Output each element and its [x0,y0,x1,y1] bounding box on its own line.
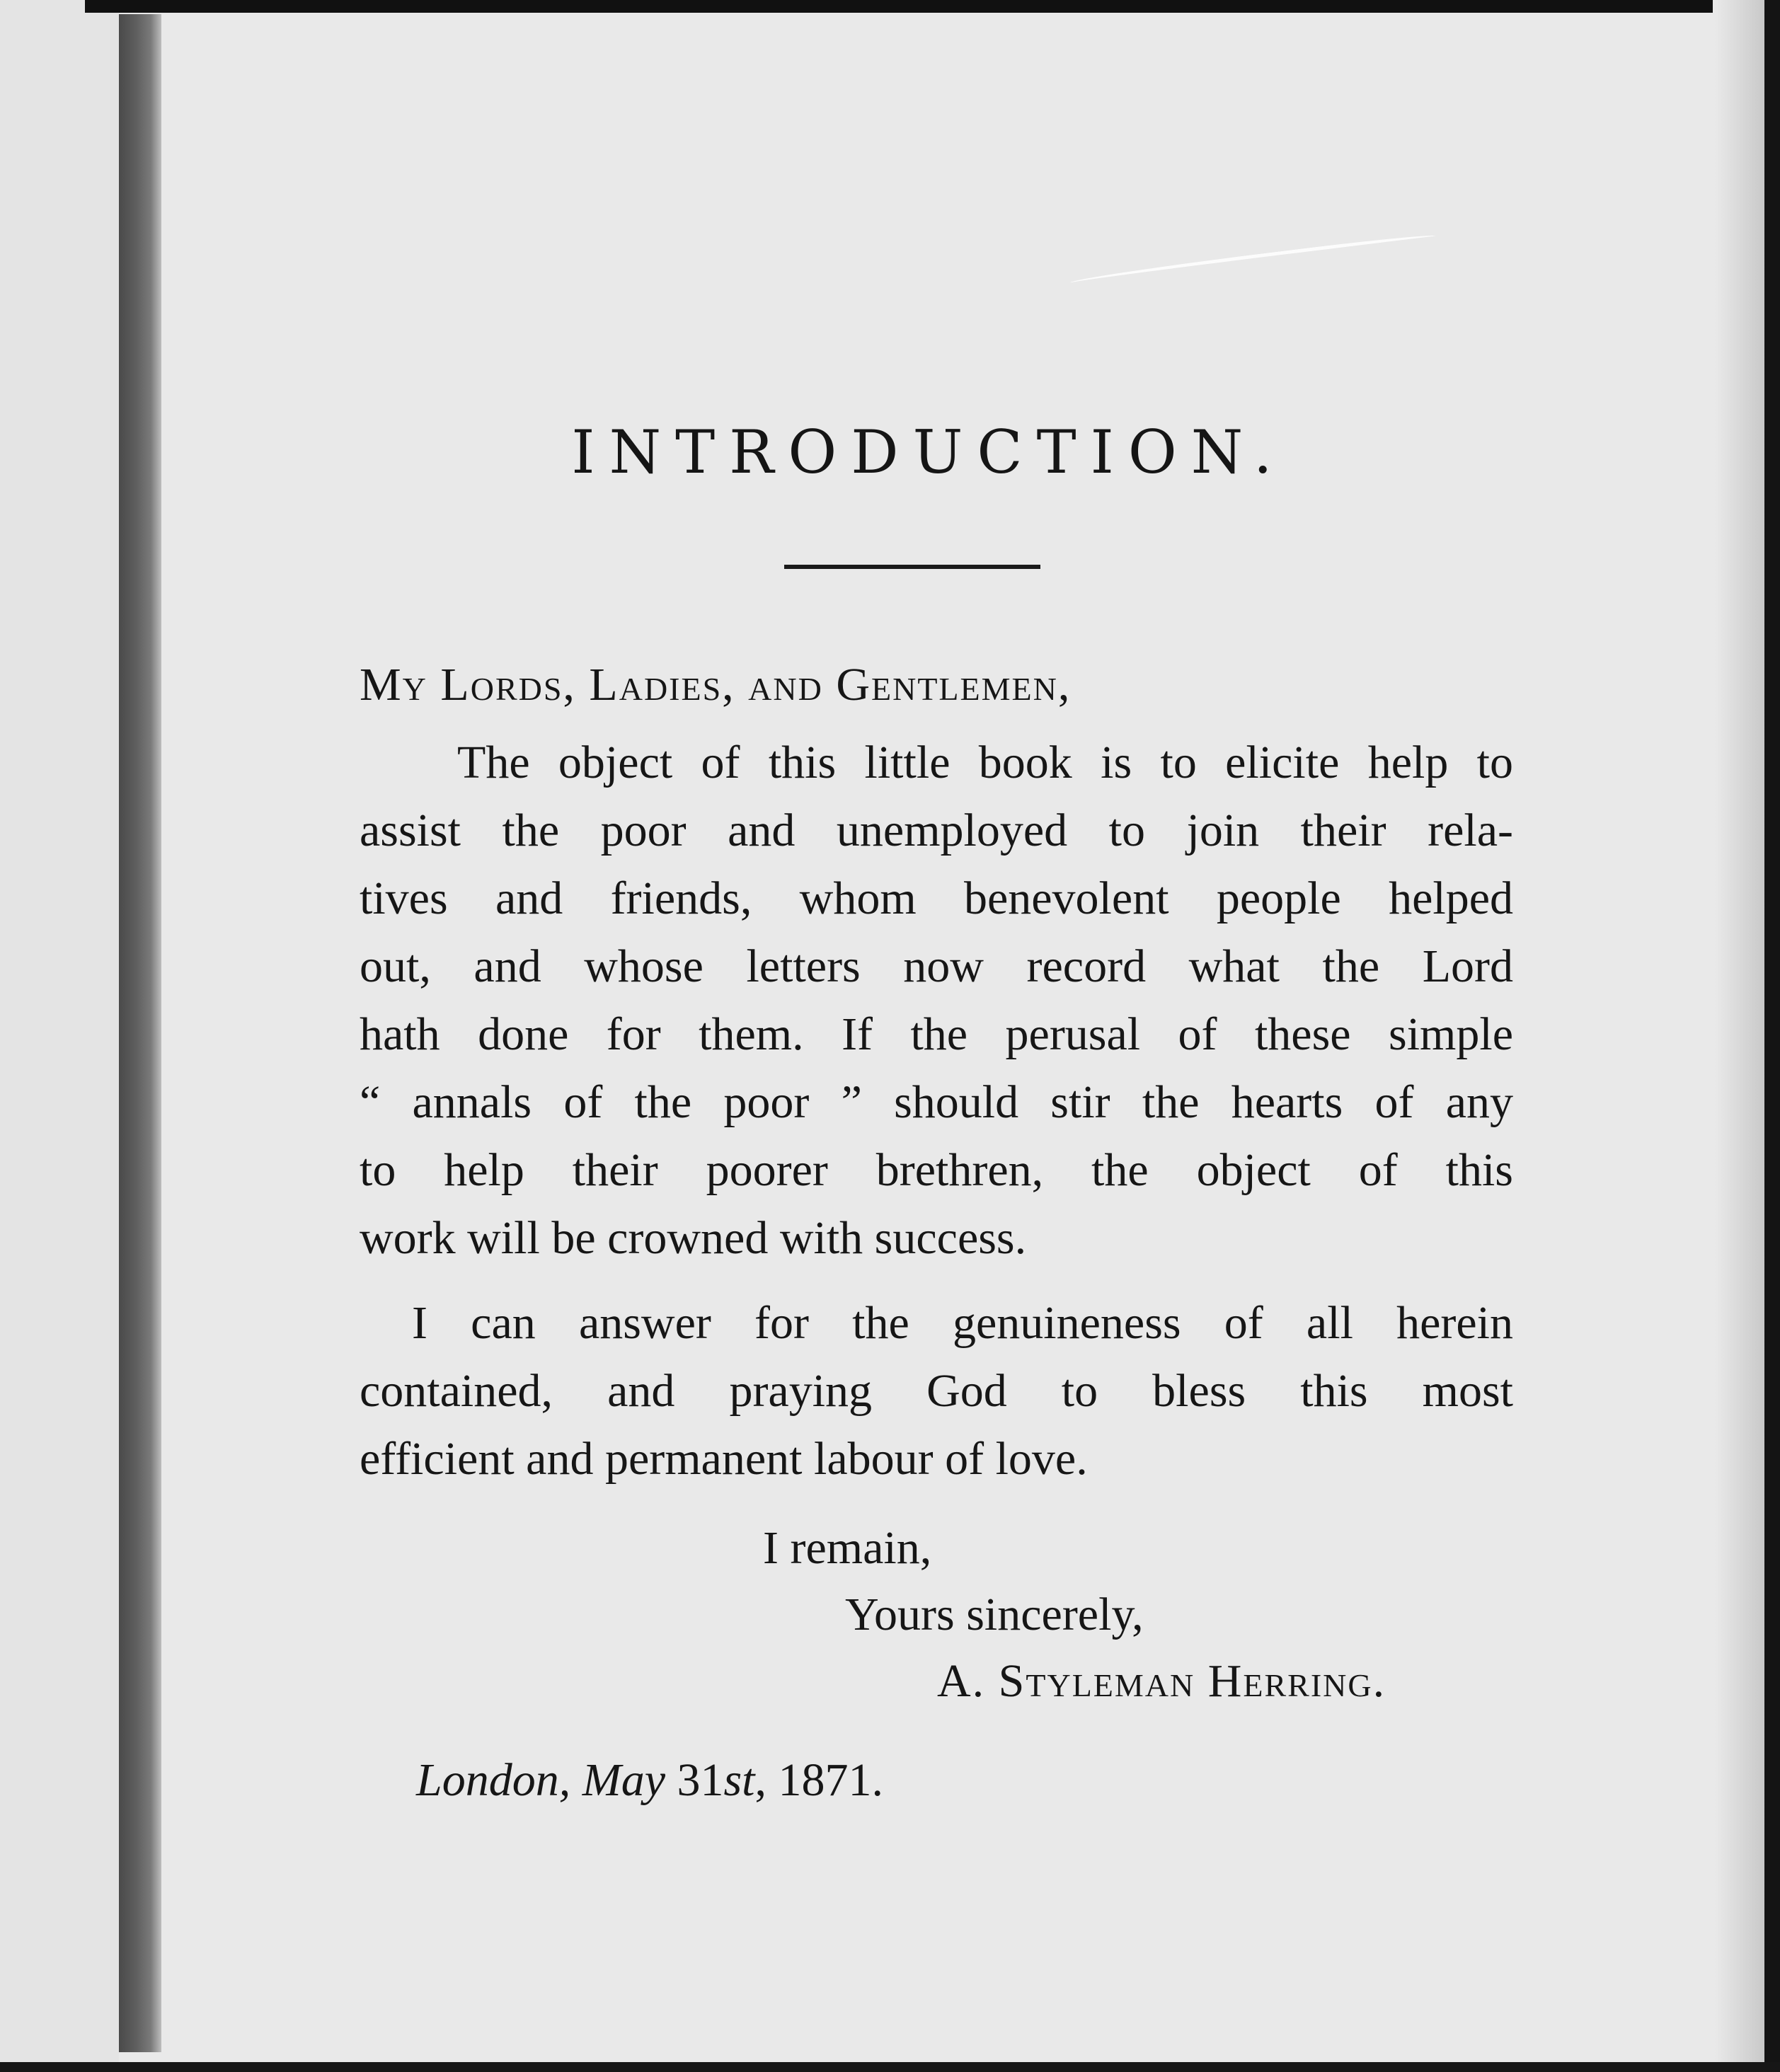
scan-scratch [1069,232,1436,286]
bottom-shadow [0,2062,1780,2072]
date-city: London, [416,1754,571,1806]
paragraph-line: assist the poor and unemployed to join their rela- [360,805,1513,856]
paragraph-line: hath done for them. If the perusal of these simple [360,1008,1513,1060]
paragraph-line: contained, and praying God to bless this most [360,1365,1513,1417]
salutation: My Lords, Ladies, and Gentlemen, [360,659,1072,710]
title-rule [784,565,1040,569]
paragraph-line: The object of this little book is to elicite help to [457,737,1513,788]
date-day: 31 [677,1754,724,1806]
paragraph-line: efficient and permanent labour of love. [360,1433,1088,1485]
dateline [416,1754,883,1807]
paragraph-line: to help their poorer brethren, the object of this [360,1144,1513,1196]
right-shadow [1764,0,1780,2072]
top-shadow [85,0,1713,13]
paragraph-1 [360,729,1513,1272]
signature: A. Styleman Herring. [937,1655,1386,1707]
date-day-suffix: st [723,1754,755,1806]
closing-remain: I remain, [763,1522,932,1574]
page-title: INTRODUCTION. [571,418,1287,487]
paragraph-line: “ annals of the poor ” should stir the hearts of any [360,1076,1513,1128]
paragraph-line: out, and whose letters now record what the Lord [360,940,1513,992]
paragraph-line: I can answer for the genuineness of all herein [412,1297,1513,1349]
page-edge-shade [1715,0,1764,2072]
closing-sincerely: Yours sincerely, [845,1589,1144,1640]
paragraph-line: work will be crowned with success. [360,1212,1027,1264]
date-month: May [582,1754,665,1806]
date-year: , 1871. [754,1754,884,1806]
facing-page-edge [0,0,119,2072]
book-binding [119,14,161,2052]
paragraph-line: tives and friends, whom benevolent people helped [360,873,1513,924]
paragraph-2 [360,1289,1513,1493]
